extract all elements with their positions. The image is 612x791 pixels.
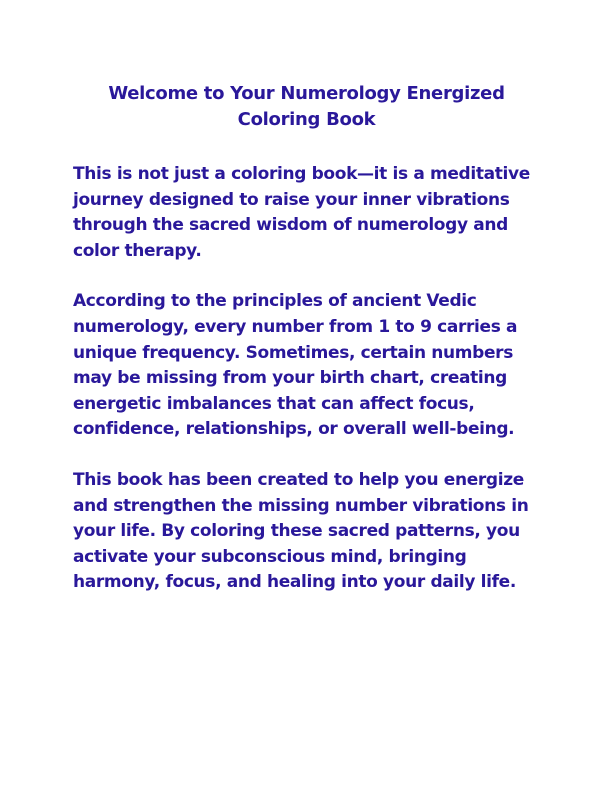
- numerology-paragraph: According to the principles of ancient Vedic numerology, every number from 1 to 9 carries a unique frequency. Sometimes, certain numbers may be missing from your birth chart, creating energetic imbalances that can affect focus, confidence, relationships, or overall well-being.: [73, 291, 518, 440]
- page-title: Welcome to Your Numerology Energized Coloring Book: [108, 83, 505, 130]
- purpose-paragraph: This book has been created to help you energize and strengthen the missing number vibrations in your life. By coloring these sacred patterns, you activate your subconscious mind, bringing harmony, focus, and healing into your daily life.: [73, 469, 529, 593]
- intro-paragraph: This is not just a coloring book—it is a meditative journey designed to raise your inner vibrations through the sacred wisdom of numerology and color therapy.: [73, 164, 530, 261]
